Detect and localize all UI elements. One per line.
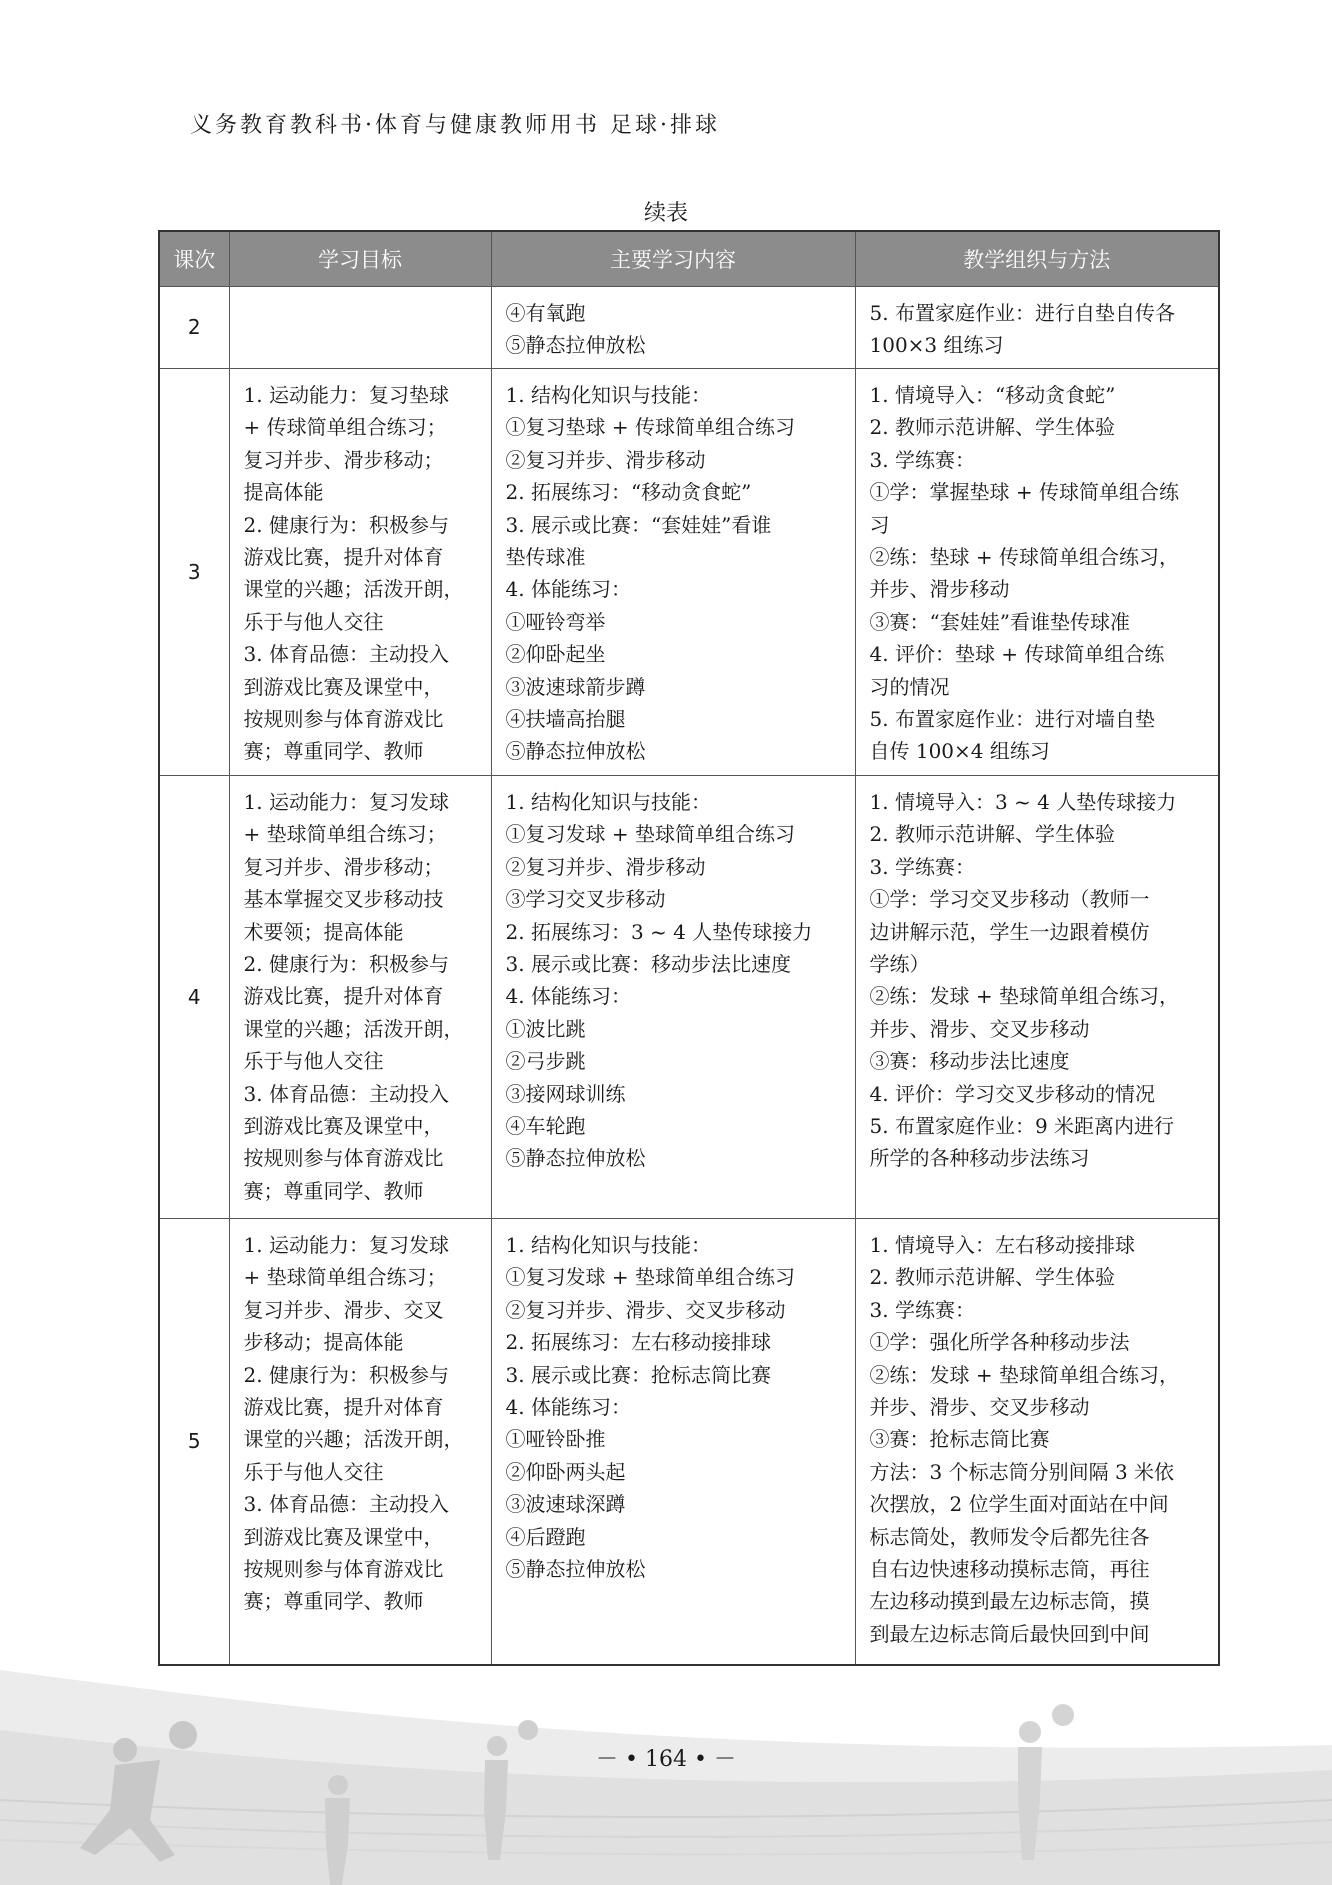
cell-text-line: 2. 拓展练习：左右移动接排球 xyxy=(505,1330,771,1355)
cell-text-line: 100×3 组练习 xyxy=(869,333,1004,358)
cell-text-line: ⑤静态拉伸放松 xyxy=(505,1146,646,1171)
cell-text-line: 术要领；提高体能 xyxy=(243,919,404,944)
cell-text-line: 4. 体能练习： xyxy=(505,1395,631,1420)
cell-text-line: 3. 学练赛： xyxy=(869,447,975,472)
cell-text-line: 2. 教师示范讲解、学生体验 xyxy=(869,415,1115,440)
content-cell xyxy=(491,1219,855,1665)
cell-text-line: 并步、滑步、交叉步移动 xyxy=(869,1395,1090,1420)
cell-text-line: ①哑铃卧推 xyxy=(505,1427,606,1452)
cell-text-line: 1. 情境导入：3 ~ 4 人垫传球接力 xyxy=(869,790,1177,814)
cell-text-line: 课堂的兴趣；活泼开朗， xyxy=(243,577,464,602)
cell-text-line: 2. 拓展练习：“移动贪食蛇” xyxy=(505,480,752,505)
cell-text-line: 并步、滑步、交叉步移动 xyxy=(869,1016,1090,1041)
cell-text-line: 2. 教师示范讲解、学生体验 xyxy=(869,822,1115,847)
lesson-number-cell: 2 xyxy=(159,287,229,369)
cell-text-line: 5. 布置家庭作业：进行对墙自垫 xyxy=(869,707,1155,732)
goals-cell xyxy=(229,776,491,1219)
cell-text-line: 标志筒处，教师发令后都先往各 xyxy=(869,1524,1150,1549)
cell-text-line: 4. 体能练习： xyxy=(505,577,631,602)
cell-text-line: 到游戏比赛及课堂中， xyxy=(243,674,444,699)
cell-text-line: 赛；尊重同学、教师 xyxy=(243,1589,424,1614)
cell-text-line: 1. 运动能力：复习垫球 xyxy=(243,383,449,407)
cell-text-line: ③赛：“套娃娃”看谁垫传球准 xyxy=(869,609,1130,634)
cell-text-line: 5. 布置家庭作业：进行自垫自传各 xyxy=(869,301,1175,325)
content-cell xyxy=(491,776,855,1219)
cell-text-line: ③波速球深蹲 xyxy=(505,1492,626,1517)
cell-text-line: 按规则参与体育游戏比 xyxy=(243,1146,444,1171)
lesson-number-cell: 3 xyxy=(159,369,229,776)
cell-text-line: ①波比跳 xyxy=(505,1016,586,1041)
table-row xyxy=(159,1219,1219,1665)
cell-text-line: 习的情况 xyxy=(869,674,950,699)
lesson-number-cell: 5 xyxy=(159,1219,229,1665)
cell-text-line: ③赛：移动步法比速度 xyxy=(869,1049,1070,1074)
cell-text-line: 到游戏比赛及课堂中， xyxy=(243,1524,444,1549)
lesson-plan-table xyxy=(158,230,1220,1666)
cell-text-line: 乐于与他人交往 xyxy=(243,1049,384,1074)
page-number: － • 164 • － xyxy=(596,1747,736,1772)
cell-text-line: 步移动；提高体能 xyxy=(243,1330,404,1355)
cell-text-line: 课堂的兴趣；活泼开朗， xyxy=(243,1016,464,1041)
goals-cell xyxy=(229,287,491,369)
methods-cell xyxy=(855,287,1219,369)
cell-text-line: ①复习发球 + 垫球简单组合练习 xyxy=(505,822,795,847)
cell-text-line: 提高体能 xyxy=(243,480,324,505)
cell-text-line: ②仰卧起坐 xyxy=(505,642,606,667)
content-cell xyxy=(491,369,855,776)
goals-cell xyxy=(229,369,491,776)
cell-text-line: 3. 展示或比赛：移动步法比速度 xyxy=(505,952,791,977)
cell-text-line: 按规则参与体育游戏比 xyxy=(243,1557,444,1582)
cell-text-line: 垫传球准 xyxy=(505,545,586,570)
cell-text-line: 1. 运动能力：复习发球 xyxy=(243,1233,449,1257)
cell-text-line: 复习并步、滑步移动； xyxy=(243,447,444,472)
cell-text-line: 4. 评价：垫球 + 传球简单组合练 xyxy=(869,642,1165,667)
cell-text-line: ⑤静态拉伸放松 xyxy=(505,1557,646,1582)
cell-text-line: ③波速球箭步蹲 xyxy=(505,674,646,699)
methods-cell xyxy=(855,776,1219,1219)
cell-text-line: ①学：学习交叉步移动（教师一 xyxy=(869,887,1150,912)
cell-text-line: 到游戏比赛及课堂中， xyxy=(243,1114,444,1139)
column-header-methods: 教学组织与方法 xyxy=(855,231,1219,287)
cell-text-line: 3. 学练赛： xyxy=(869,1297,975,1322)
cell-text-line: 边讲解示范，学生一边跟着模仿 xyxy=(869,919,1150,944)
cell-text-line: 复习并步、滑步、交叉 xyxy=(243,1297,444,1322)
content-cell xyxy=(491,287,855,369)
cell-text-line: + 垫球简单组合练习； xyxy=(243,1265,447,1290)
cell-text-line: 游戏比赛，提升对体育 xyxy=(243,545,444,570)
cell-text-line: + 传球简单组合练习； xyxy=(243,415,447,440)
cell-text-line: 复习并步、滑步移动； xyxy=(243,854,444,879)
cell-text-line: ①学：强化所学各种移动步法 xyxy=(869,1330,1130,1355)
cell-text-line: 习 xyxy=(869,512,890,537)
cell-text-line: 赛；尊重同学、教师 xyxy=(243,739,424,764)
cell-text-line: ③接网球训练 xyxy=(505,1081,626,1106)
table-header-row xyxy=(159,231,1219,287)
column-header-goals: 学习目标 xyxy=(229,231,491,287)
cell-text-line: ①学：掌握垫球 + 传球简单组合练 xyxy=(869,480,1179,505)
cell-text-line: ⑤静态拉伸放松 xyxy=(505,739,646,764)
cell-text-line: ②仰卧两头起 xyxy=(505,1459,626,1484)
cell-text-line: ②练：发球 + 垫球简单组合练习， xyxy=(869,1362,1179,1387)
cell-text-line: ③赛：抢标志筒比赛 xyxy=(869,1427,1050,1452)
table-row xyxy=(159,287,1219,369)
cell-text-line: 2. 健康行为：积极参与 xyxy=(243,1362,449,1387)
cell-text-line: 3. 体育品德：主动投入 xyxy=(243,642,449,667)
lesson-number-cell: 4 xyxy=(159,776,229,1219)
cell-text-line: 自传 100×4 组练习 xyxy=(869,739,1050,764)
running-header: 义务教育教科书·体育与健康教师用书 足球·排球 xyxy=(190,113,720,138)
column-header-content: 主要学习内容 xyxy=(491,231,855,287)
cell-text-line: 所学的各种移动步法练习 xyxy=(869,1146,1090,1171)
cell-text-line: ④扶墙高抬腿 xyxy=(505,707,626,732)
cell-text-line: 3. 展示或比赛：“套娃娃”看谁 xyxy=(505,512,772,537)
cell-text-line: ①复习发球 + 垫球简单组合练习 xyxy=(505,1265,795,1290)
cell-text-line: 4. 评价：学习交叉步移动的情况 xyxy=(869,1081,1155,1106)
cell-text-line: ②复习并步、滑步移动 xyxy=(505,854,706,879)
cell-text-line: 基本掌握交叉步移动技 xyxy=(243,887,444,912)
methods-cell xyxy=(855,369,1219,776)
cell-text-line: ②复习并步、滑步移动 xyxy=(505,447,706,472)
cell-text-line: 3. 体育品德：主动投入 xyxy=(243,1492,449,1517)
cell-text-line: ②练：垫球 + 传球简单组合练习， xyxy=(869,545,1179,570)
cell-text-line: ⑤静态拉伸放松 xyxy=(505,333,646,358)
cell-text-line: 2. 教师示范讲解、学生体验 xyxy=(869,1265,1115,1290)
cell-text-line: 5. 布置家庭作业：9 米距离内进行 xyxy=(869,1114,1175,1139)
cell-text-line: 1. 运动能力：复习发球 xyxy=(243,790,449,814)
cell-text-line: 1. 结构化知识与技能： xyxy=(505,383,711,407)
cell-text-line: 赛；尊重同学、教师 xyxy=(243,1178,424,1203)
cell-text-line: 1. 结构化知识与技能： xyxy=(505,790,711,814)
column-header-lesson: 课次 xyxy=(159,231,229,287)
cell-text-line: ②弓步跳 xyxy=(505,1049,586,1074)
cell-text-line: 自右边快速移动摸标志筒，再往 xyxy=(869,1557,1150,1582)
cell-text-line: + 垫球简单组合练习； xyxy=(243,822,447,847)
cell-text-line: ④后蹬跑 xyxy=(505,1524,586,1549)
cell-text-line: 课堂的兴趣；活泼开朗， xyxy=(243,1427,464,1452)
cell-text-line: 按规则参与体育游戏比 xyxy=(243,707,444,732)
table-row xyxy=(159,369,1219,776)
table-caption: 续表 xyxy=(643,201,688,226)
cell-text-line: 1. 情境导入：左右移动接排球 xyxy=(869,1233,1135,1257)
cell-text-line: 乐于与他人交往 xyxy=(243,609,384,634)
cell-text-line: 2. 拓展练习：3 ~ 4 人垫传球接力 xyxy=(505,919,813,944)
cell-text-line: 3. 体育品德：主动投入 xyxy=(243,1081,449,1106)
cell-text-line: 1. 情境导入：“移动贪食蛇” xyxy=(869,383,1116,407)
cell-text-line: ④有氧跑 xyxy=(505,301,586,325)
cell-text-line: 游戏比赛，提升对体育 xyxy=(243,984,444,1009)
cell-text-line: 2. 健康行为：积极参与 xyxy=(243,512,449,537)
cell-text-line: 3. 学练赛： xyxy=(869,854,975,879)
cell-text-line: ③学习交叉步移动 xyxy=(505,887,666,912)
cell-text-line: 1. 结构化知识与技能： xyxy=(505,1233,711,1257)
cell-text-line: 次摆放，2 位学生面对面站在中间 xyxy=(869,1492,1169,1517)
goals-cell xyxy=(229,1219,491,1665)
cell-text-line: 3. 展示或比赛：抢标志筒比赛 xyxy=(505,1362,771,1387)
table-row xyxy=(159,776,1219,1219)
cell-text-line: 左边移动摸到最左边标志筒，摸 xyxy=(869,1589,1150,1614)
cell-text-line: 学练） xyxy=(869,952,930,977)
cell-text-line: 4. 体能练习： xyxy=(505,984,631,1009)
cell-text-line: ②练：发球 + 垫球简单组合练习， xyxy=(869,984,1179,1009)
cell-text-line: 方法：3 个标志筒分别间隔 3 米依 xyxy=(869,1459,1175,1484)
cell-text-line: ①哑铃弯举 xyxy=(505,609,606,634)
cell-text-line: ②复习并步、滑步、交叉步移动 xyxy=(505,1297,786,1322)
cell-text-line: 并步、滑步移动 xyxy=(869,577,1010,602)
methods-cell xyxy=(855,1219,1219,1665)
cell-text-line: 乐于与他人交往 xyxy=(243,1459,384,1484)
cell-text-line: ①复习垫球 + 传球简单组合练习 xyxy=(505,415,795,440)
cell-text-line: 游戏比赛，提升对体育 xyxy=(243,1395,444,1420)
cell-text-line: 到最左边标志筒后最快回到中间 xyxy=(869,1621,1150,1646)
cell-text-line: ④车轮跑 xyxy=(505,1114,586,1139)
cell-text-line: 2. 健康行为：积极参与 xyxy=(243,952,449,977)
